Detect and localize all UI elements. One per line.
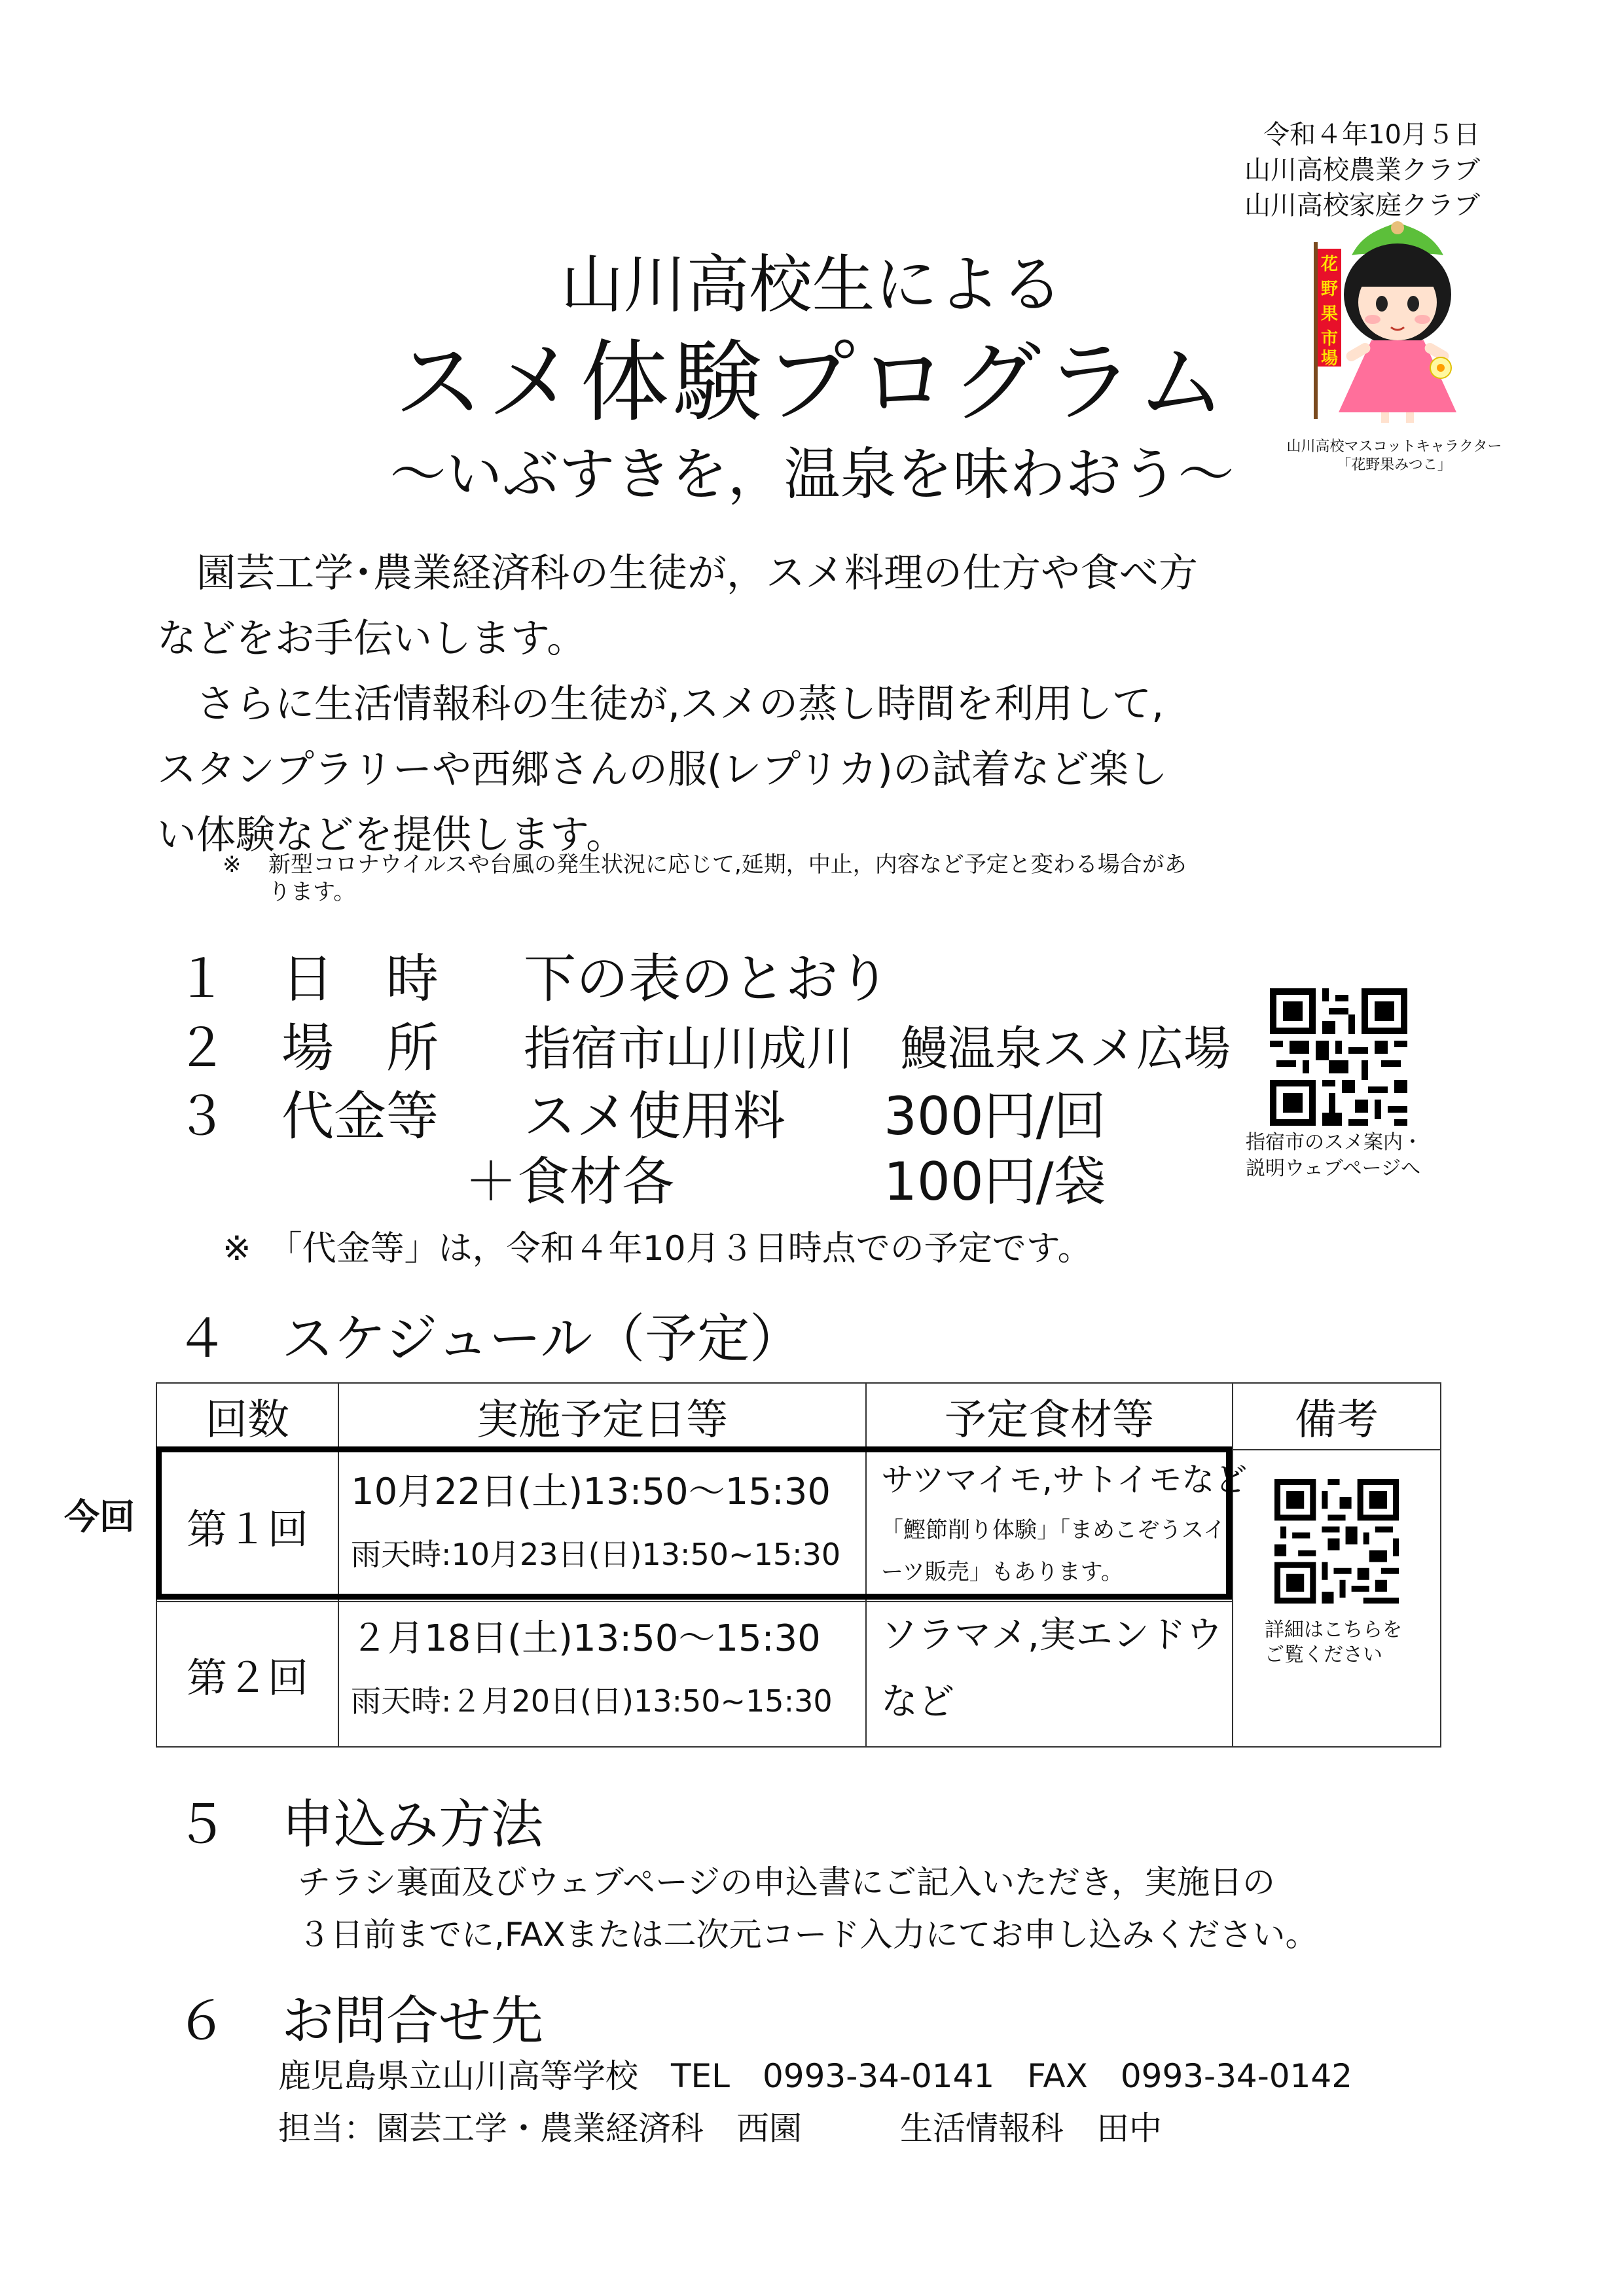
- fee-1-price: 300円/回: [884, 1086, 1106, 1147]
- notice-line-1: 新型コロナウイルスや台風の発生状況に応じて,延期，中止，内容など予定と変わる場合があ: [268, 852, 1187, 878]
- details-qr-code-icon[interactable]: [1274, 1479, 1399, 1604]
- row2-rain-date: 雨天時:２月20日(日)13:50~15:30: [351, 1683, 833, 1719]
- row1-extra-2: ーツ販売」もあります。: [881, 1559, 1123, 1585]
- qr-caption-1: 指宿市のスメ案内・: [1246, 1131, 1422, 1154]
- contact-heading: お問合せ先: [281, 1990, 543, 2051]
- row2-food-cell: [866, 1602, 1233, 1747]
- qr-caption-2: 説明ウェブページへ: [1246, 1157, 1420, 1180]
- details-qr-caption-2: ご覧ください: [1265, 1643, 1382, 1666]
- item-1-label: 日 時: [281, 948, 439, 1009]
- row2-round: 第２回: [156, 1602, 338, 1747]
- notice-line-2: ります。: [268, 879, 356, 905]
- item-2-value: 指宿市山川成川 鰻温泉スメ広場: [524, 1021, 1231, 1076]
- col-date-header: 実施予定日等: [338, 1383, 866, 1450]
- contact-line-1: 鹿児島県立山川高等学校 TEL 0993-34-0141 FAX 0993-34-0142: [278, 2057, 1353, 2095]
- intro-line-2: などをお手伝いします。: [157, 616, 586, 662]
- row2-date: ２月18日(土)13:50～15:30: [351, 1617, 821, 1660]
- fee-1-name: スメ使用料: [524, 1086, 785, 1147]
- fee-2-name: ＋食材各: [465, 1151, 674, 1212]
- mascot-banner-text: 花野果市場: [1320, 255, 1339, 368]
- row2-food-1: ソラマメ,実エンドウ: [881, 1614, 1223, 1657]
- page-title: スメ体験プログラム: [394, 331, 1230, 435]
- row2-food-2: など: [881, 1681, 954, 1723]
- note-mark: ※: [223, 852, 242, 878]
- row1-date: 10月22日(土)13:50～15:30: [351, 1471, 831, 1513]
- fee-note: ※ 「代金等」は，令和４年10月３日時点での予定です。: [223, 1229, 1092, 1268]
- row1-round: 第１回: [156, 1450, 338, 1602]
- apply-number: ５: [175, 1794, 228, 1855]
- item-3-number: ３: [175, 1086, 228, 1147]
- schedule-heading: スケジュール（予定）: [281, 1308, 803, 1369]
- remarks-cell: [1233, 1450, 1441, 1747]
- row1-rain-date: 雨天時:10月23日(日)13:50~15:30: [351, 1537, 841, 1572]
- item-2-number: ２: [175, 1018, 228, 1079]
- row1-food: サツマイモ,サトイモなど: [881, 1461, 1248, 1499]
- apply-line-1: チラシ裏面及びウェブページの申込書にご記入いただき，実施日の: [298, 1863, 1275, 1901]
- mascot-illustration: [1299, 216, 1496, 425]
- row2-date-cell: [338, 1602, 866, 1747]
- item-3-label: 代金等: [281, 1086, 439, 1147]
- table-header-row: [156, 1383, 1441, 1450]
- row1-extra-1: 「鰹節削り体験」「まめこぞうスイ: [881, 1517, 1226, 1543]
- current-session-highlight: [156, 1446, 1248, 1600]
- today-label: 今回: [64, 1496, 135, 1537]
- col-food-header: 予定食材等: [866, 1383, 1233, 1450]
- title-line1: 山川高校生による: [560, 248, 1064, 321]
- contact-line-2: 担当：園芸工学・農業経済科 西園 生活情報科 田中: [278, 2109, 1162, 2147]
- organizer-home-club: 山川高校家庭クラブ: [1244, 190, 1480, 221]
- fee-2-price: 100円/袋: [884, 1151, 1106, 1212]
- subtitle: ～いぶすきを，温泉を味わおう～: [389, 442, 1235, 507]
- col-remarks-header: 備考: [1233, 1383, 1441, 1450]
- mascot-caption-2: 「花野果みつこ」: [1337, 457, 1452, 473]
- intro-line-3: さらに生活情報科の生徒が,スメの蒸し時間を利用して,: [157, 681, 1164, 727]
- item-2-label: 場 所: [281, 1018, 439, 1079]
- col-round-header: 回数: [156, 1383, 338, 1450]
- organizer-agri-club: 山川高校農業クラブ: [1244, 155, 1480, 185]
- issue-date: 令和４年10月５日: [1263, 120, 1480, 150]
- item-1-value: 下の表のとおり: [524, 948, 890, 1009]
- intro-line-1: 園芸工学･農業経済科の生徒が，スメ料理の仕方や食べ方: [157, 550, 1198, 596]
- schedule-number: ４: [175, 1308, 228, 1369]
- contact-number: ６: [175, 1990, 228, 2051]
- intro-line-5: い体験などを提供します。: [157, 812, 626, 858]
- qr-code-icon[interactable]: [1270, 988, 1407, 1126]
- apply-heading: 申込み方法: [281, 1794, 543, 1855]
- item-1-number: １: [175, 948, 228, 1009]
- details-qr-caption-1: 詳細はこちらを: [1265, 1619, 1402, 1641]
- intro-line-4: スタンプラリーや西郷さんの服(レプリカ)の試着など楽し: [157, 747, 1168, 793]
- apply-line-2: ３日前までに,FAXまたは二次元コード入力にてお申し込みください。: [298, 1916, 1318, 1954]
- mascot-caption-1: 山川高校マスコットキャラクター: [1286, 439, 1502, 455]
